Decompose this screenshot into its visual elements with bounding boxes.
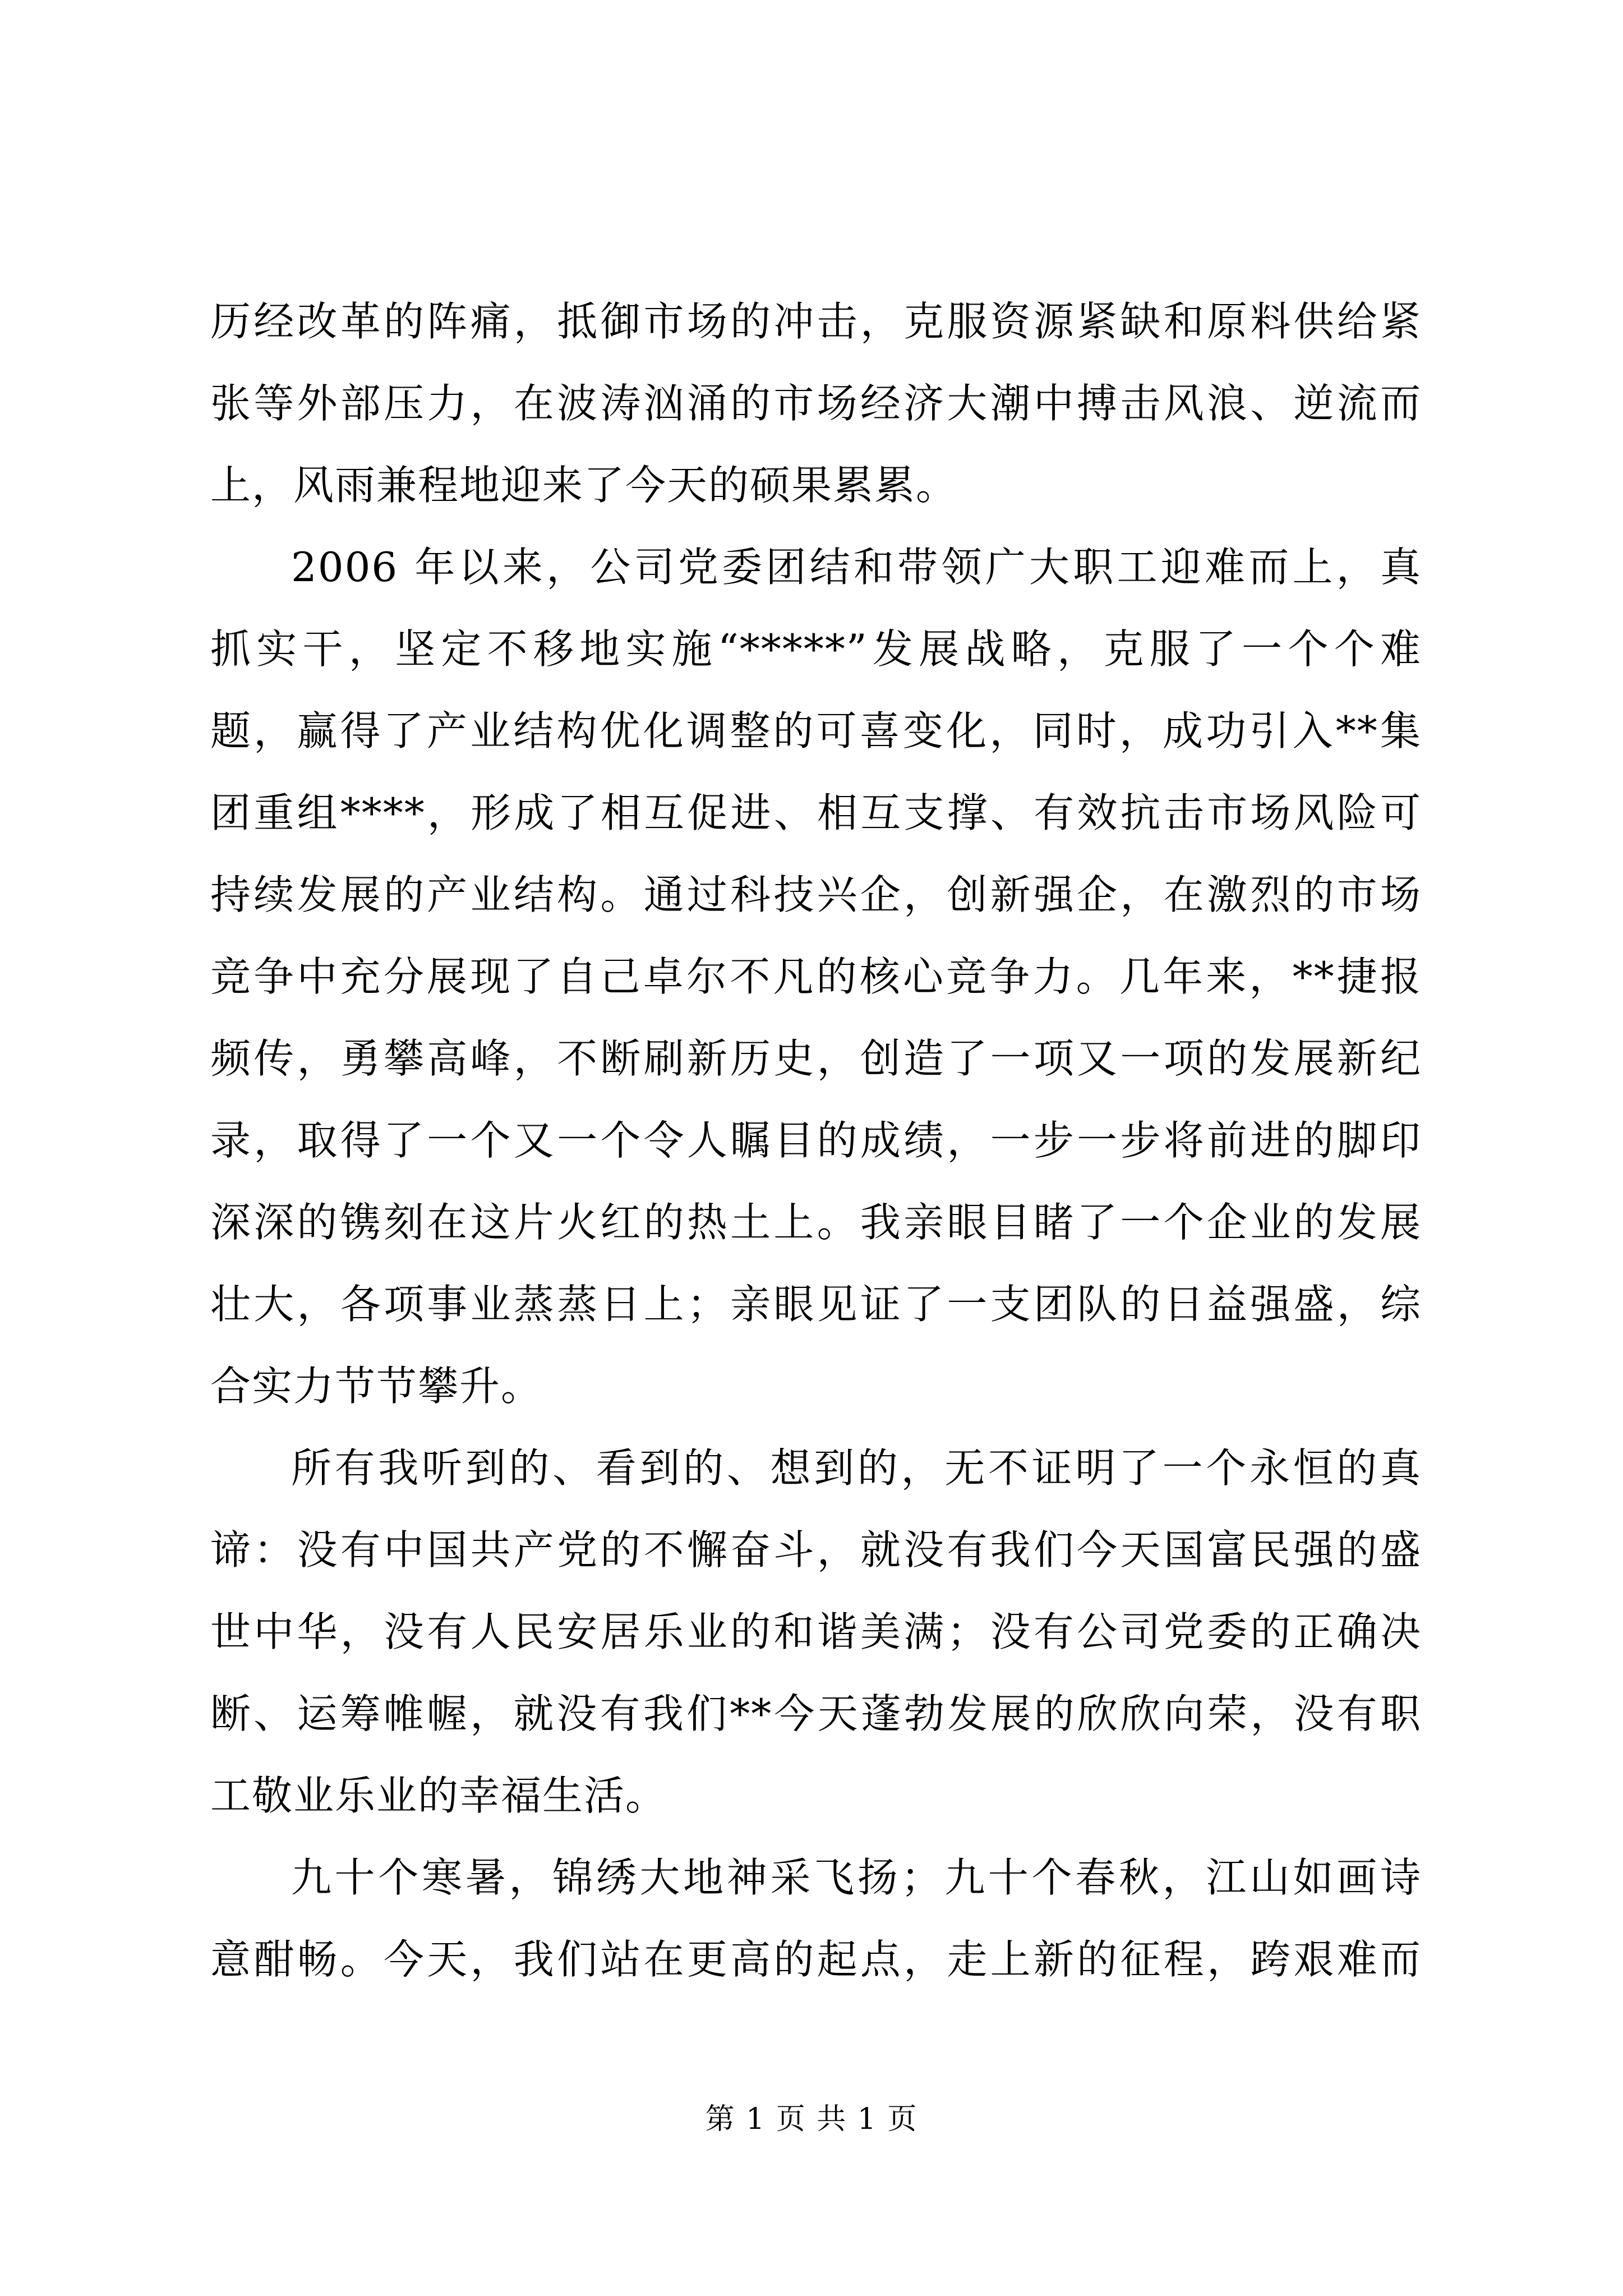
paragraph-4-line-1: 九十个寒暑，锦绣大地神采飞扬；九十个春秋，江山如画诗 xyxy=(291,1854,1422,1901)
paragraph-2-line-4: 团重组****，形成了相互促进、相互支撑、有效抗击市场风险可 xyxy=(210,789,1422,836)
paragraph-3-line-4: 断、运筹帷幄，就没有我们**今天蓬勃发展的欣欣向荣，没有职 xyxy=(210,1690,1422,1737)
page-number-footer: 第 1 页 共 1 页 xyxy=(705,2102,918,2136)
paragraph-1-line-1: 历经改革的阵痛，抵御市场的冲击，克服资源紧缺和原料供给紧 xyxy=(210,298,1422,345)
paragraph-2-line-2: 抓实干，坚定不移地实施“*****”发展战略，克服了一个个难 xyxy=(210,625,1422,673)
paragraph-2-line-6: 竞争中充分展现了自己卓尔不凡的核心竞争力。几年来，**捷报 xyxy=(210,953,1422,1000)
paragraph-2-line-10: 壮大，各项事业蒸蒸日上；亲眼见证了一支团队的日益强盛，综 xyxy=(210,1281,1422,1328)
paragraph-1-line-3: 上，风雨兼程地迎来了今天的硕果累累。 xyxy=(210,462,958,509)
paragraph-3-line-5: 工敬业乐业的幸福生活。 xyxy=(210,1772,667,1819)
paragraph-3-line-3: 世中华，没有人民安居乐业的和谐美满；没有公司党委的正确决 xyxy=(210,1608,1422,1655)
paragraph-3-line-1: 所有我听到的、看到的、想到的，无不证明了一个永恒的真 xyxy=(291,1444,1422,1492)
paragraph-2-line-9: 深深的镌刻在这片火红的热土上。我亲眼目睹了一个企业的发展 xyxy=(210,1199,1422,1246)
paragraph-2-line-1: 2006 年以来，公司党委团结和带领广大职工迎难而上，真 xyxy=(291,544,1422,591)
document-body xyxy=(210,280,1422,2000)
paragraph-3-line-2: 谛：没有中国共产党的不懈奋斗，就没有我们今天国富民强的盛 xyxy=(210,1526,1422,1573)
paragraph-2-line-8: 录，取得了一个又一个令人瞩目的成绩，一步一步将前进的脚印 xyxy=(210,1117,1422,1164)
paragraph-2-line-3: 题，赢得了产业结构优化调整的可喜变化，同时，成功引入**集 xyxy=(210,707,1422,754)
paragraph-1-line-2: 张等外部压力，在波涛汹涌的市场经济大潮中搏击风浪、逆流而 xyxy=(210,380,1422,427)
paragraph-2-line-11: 合实力节节攀升。 xyxy=(210,1363,543,1410)
paragraph-2-line-7: 频传，勇攀高峰，不断刷新历史，创造了一项又一项的发展新纪 xyxy=(210,1035,1422,1082)
paragraph-4-line-2: 意酣畅。今天，我们站在更高的起点，走上新的征程，跨艰难而 xyxy=(210,1936,1422,1983)
paragraph-2-line-5: 持续发展的产业结构。通过科技兴企，创新强企，在激烈的市场 xyxy=(210,871,1422,918)
